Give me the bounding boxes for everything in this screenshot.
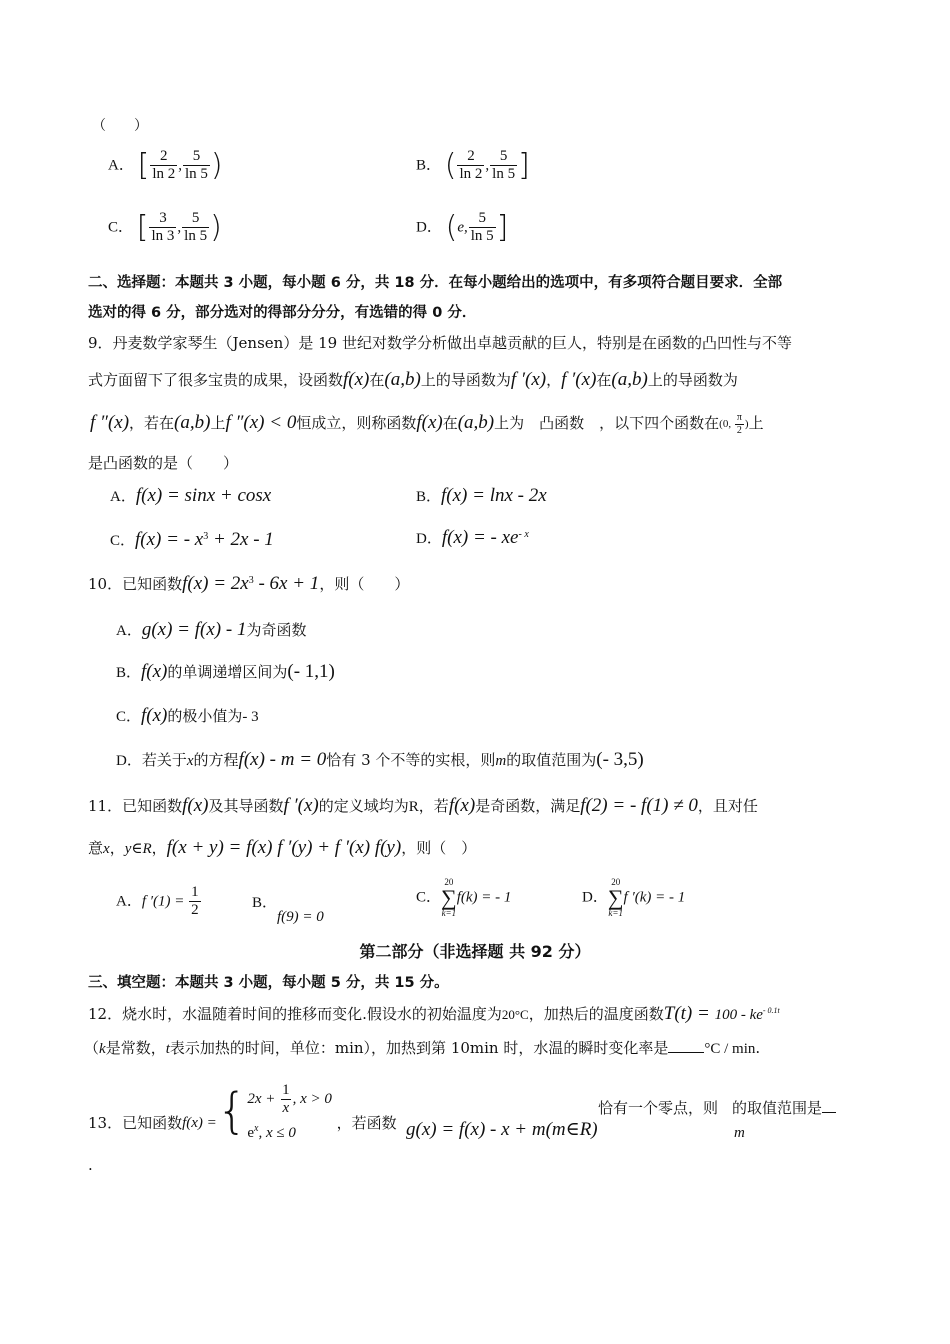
q9-line3: f ″(x)，若在(a,b)上f ″(x) < 0恒成立，则称函数f(x)在(a,b)上为 凸函数 ，以下四个函数在(0, $\frac{\pi}{2}$ )上 (90, 412, 764, 436)
q12-line2: （k是常数，t表示加热的时间，单位：min），加热到第 10min 时，水温的瞬时变化率是 °C / min. (84, 1039, 761, 1057)
q13-m: m (734, 1125, 745, 1141)
q8-paren: （ ） (92, 119, 148, 134)
q13-end-dot: . (88, 1156, 93, 1174)
q13-answer-blank[interactable] (822, 1100, 836, 1113)
section-3-heading: 三、填空题：本题共 3 小题，每小题 5 分，共 15 分。 (88, 975, 449, 991)
q9-line2: 式方面留下了很多宝贵的成果，设函数f(x)在(a,b)上的导函数为f ′(x)，f ′(x)在(a,b)上的导函数为 (88, 369, 738, 390)
q8-option-c[interactable]: C． [ $\frac{3}{\ln 3}$ , $\frac{5}{\ln 5}$ ) (108, 209, 222, 245)
q9-option-a[interactable]: A．f(x) = sinx + cosx (110, 485, 272, 506)
q11-option-c[interactable]: C． 20 ∑ k=1 f(k) = - 1 (416, 877, 512, 918)
q10-option-d[interactable]: D．若关于x的方程f(x) - m = 0恰有 3 个不等的实根，则m的取值范围为(- 3,5) (116, 749, 644, 770)
q11-line2: 意x，y∈R，f(x + y) = f(x) f ′(y) + f ′(x) f(y)，则（ ） (88, 837, 477, 858)
section-2-line2: 选对的得 6 分，部分选对的得部分分分，有选错的得 0 分． (88, 305, 477, 321)
q12-answer-blank[interactable] (668, 1040, 704, 1053)
q10-stem: 10．已知函数$f(x) = 2x^3 - 6x + 1$，则（ ） (88, 573, 410, 594)
section-2-line1: 二、选择题：本题共 3 小题，每小题 6 分，共 18 分．在每小题给出的选项中，有多项符合题目要求．全部 (88, 275, 783, 291)
q13-g-function: g(x) = f(x) - x + m(m∈R) (406, 1119, 598, 1140)
q10-option-c[interactable]: C．f(x)的极小值为- 3 (116, 705, 259, 726)
part-2-title: 第二部分（非选择题 共 92 分） (359, 942, 591, 961)
q9-line1: 9．丹麦数学家琴生（Jensen）是 19 世纪对数学分析做出卓越贡献的巨人，特别是在函数的凸凹性与不等 (88, 334, 792, 352)
q11-line1: 11．已知函数f(x)及其导函数f ′(x)的定义域均为R，若f(x)是奇函数，满足f(2) = - f(1) ≠ 0，且对任 (88, 795, 758, 816)
q10-option-b[interactable]: B．f(x)的单调递增区间为(- 1,1) (116, 661, 335, 682)
q8-option-d[interactable]: D． (e, $\frac{5}{\ln 5}$ ] (416, 209, 509, 245)
q11-option-a[interactable]: A．f ′(1) = $\frac{1}{2}$ (116, 884, 199, 919)
q11-option-d[interactable]: D． 20 ∑ k=1 f ′(k) = - 1 (582, 877, 686, 918)
q8-option-b[interactable]: B． ( $\frac{2}{\ln 2}$ , $\frac{5}{\ln 5}$ ] (416, 147, 530, 183)
q13-tail: 恰有一个零点，则 的取值范围是 (598, 1100, 836, 1116)
q9-option-c[interactable]: C．f(x) = - $x^3 + 2x - 1$ (110, 529, 274, 550)
q9-line4: 是凸函数的是（ ） (88, 454, 239, 472)
q8-option-a[interactable]: A． [ $\frac{2}{\ln 2}$ , $\frac{5}{\ln 5}$ ) (108, 147, 223, 183)
q13-stem: 13．已知函数f(x) = { 2x + $\frac{1}{x}$ , x > 0 $e^x$, x ≤ 0 ，若函数 (88, 1082, 397, 1141)
q9-option-d[interactable]: D．f(x) = - $xe^{- x}$ (416, 527, 529, 548)
q9-option-b[interactable]: B．f(x) = lnx - 2x (416, 485, 547, 506)
q12-line1: 12．烧水时，水温随着时间的推移而变化.假设水的初始温度为20°C，加热后的温度函数$T(t) = 100 - ke^{- 0.1t}$ (88, 1003, 780, 1024)
q11-option-b[interactable]: B．f(9) = 0 (252, 895, 324, 925)
q10-option-a[interactable]: A．g(x) = f(x) - 1为奇函数 (116, 619, 307, 640)
